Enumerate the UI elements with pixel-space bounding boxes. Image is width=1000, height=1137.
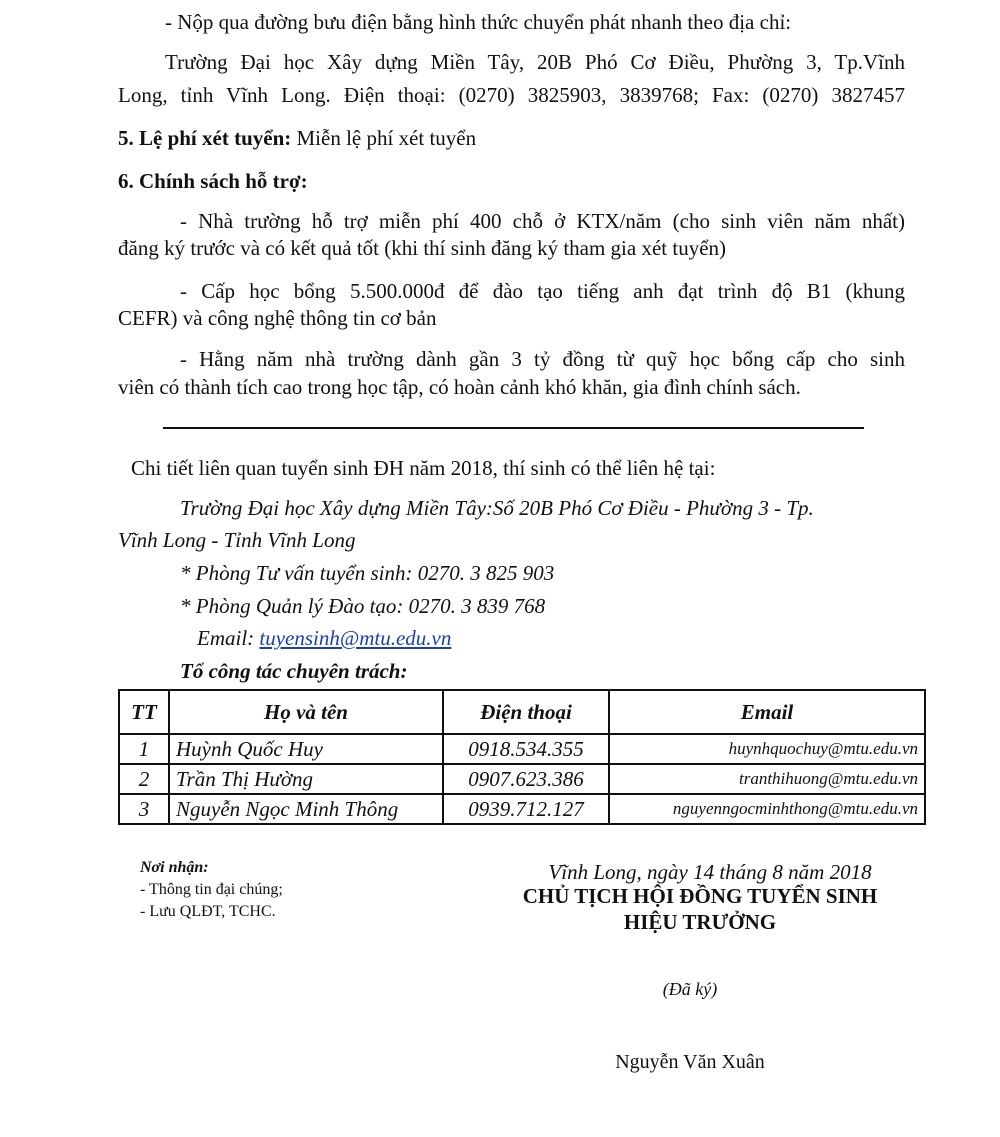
row-phone: 0918.534.355 [443, 734, 609, 764]
signer-title-2: HIỆU TRƯỞNG [623, 910, 777, 934]
signer-name: Nguyễn Văn Xuân [615, 1051, 765, 1073]
row-tt: 1 [119, 734, 169, 764]
row-phone: 0907.623.386 [443, 764, 609, 794]
row-name: Trần Thị Hường [169, 764, 443, 794]
recipients-heading: Nơi nhận: [140, 859, 209, 876]
staff-table [118, 689, 926, 825]
address-line-2: Long, tỉnh Vĩnh Long. Điện thoại: (0270) 3825903, 3839768; Fax: (0270) 3827457 [118, 83, 905, 107]
support-item-2-line-2: CEFR) và công nghệ thông tin cơ bản [118, 306, 437, 330]
signed-note: (Đã ký) [662, 979, 718, 999]
contact-email-line [197, 624, 451, 652]
row-tt: 2 [119, 764, 169, 794]
admissions-email-link[interactable]: tuyensinh@mtu.edu.vn [259, 626, 452, 650]
fee-heading: 5. Lệ phí xét tuyển: [118, 126, 292, 150]
contact-intro: Chi tiết liên quan tuyển sinh ĐH năm 2018, thí sinh có thể liên hệ tại: [131, 456, 716, 480]
signer-title-1: CHỦ TỊCH HỘI ĐỒNG TUYỂN SINH [522, 884, 878, 908]
email-label: Email: [197, 626, 255, 650]
table-row [119, 734, 925, 764]
row-email: huynhquochuy@mtu.edu.vn [609, 734, 925, 764]
signing-date: Vĩnh Long, ngày 14 tháng 8 năm 2018 [548, 860, 872, 884]
table-row [119, 764, 925, 794]
support-item-1-line-2: đăng ký trước và có kết quả tốt (khi thí sinh đăng ký tham gia xét tuyển) [118, 236, 727, 260]
support-item-1-line-1: - Nhà trường hỗ trợ miễn phí 400 chỗ ở KTX/năm (cho sinh viên năm nhất) [180, 209, 905, 233]
row-tt: 3 [119, 794, 169, 824]
fee-text: Miễn lệ phí xét tuyển [296, 126, 477, 150]
header-email: Email [609, 690, 925, 734]
table-header-row [119, 690, 925, 734]
post-submission-line: - Nộp qua đường bưu điện bằng hình thức chuyển phát nhanh theo địa chỉ: [165, 10, 792, 34]
recipient-item: - Thông tin đại chúng; [140, 881, 283, 898]
header-phone: Điện thoại [443, 690, 609, 734]
support-item-3-line-2: viên có thành tích cao trong học tập, có hoàn cảnh khó khăn, gia đình chính sách. [118, 375, 801, 399]
row-name: Nguyễn Ngọc Minh Thông [169, 794, 443, 824]
team-heading: Tổ công tác chuyên trách: [180, 659, 408, 683]
advice-office-phone: * Phòng Tư vấn tuyển sinh: 0270. 3 825 903 [180, 561, 555, 585]
training-office-phone: * Phòng Quản lý Đào tạo: 0270. 3 839 768 [180, 594, 546, 618]
contact-address-line-1: Trường Đại học Xây dựng Miền Tây:Số 20B Phó Cơ Điều - Phường 3 - Tp. [180, 496, 814, 520]
section-divider [163, 427, 864, 429]
recipient-item: - Lưu QLĐT, TCHC. [140, 903, 276, 920]
contact-address-line-2: Vĩnh Long - Tỉnh Vĩnh Long [118, 528, 356, 552]
address-line-1: Trường Đại học Xây dựng Miền Tây, 20B Phó Cơ Điều, Phường 3, Tp.Vĩnh [165, 50, 905, 74]
row-email: nguyenngocminhthong@mtu.edu.vn [609, 794, 925, 824]
support-item-3-line-1: - Hằng năm nhà trường dành gần 3 tỷ đồng từ quỹ học bổng cấp cho sinh [180, 347, 905, 371]
row-email: tranthihuong@mtu.edu.vn [609, 764, 925, 794]
support-heading: 6. Chính sách hỗ trợ: [118, 169, 308, 193]
support-item-2-line-1: - Cấp học bổng 5.500.000đ để đào tạo tiếng anh đạt trình độ B1 (khung [180, 279, 905, 303]
header-name: Họ và tên [169, 690, 443, 734]
table-row [119, 794, 925, 824]
row-name: Huỳnh Quốc Huy [169, 734, 443, 764]
fee-section [118, 124, 476, 152]
row-phone: 0939.712.127 [443, 794, 609, 824]
header-tt: TT [119, 690, 169, 734]
